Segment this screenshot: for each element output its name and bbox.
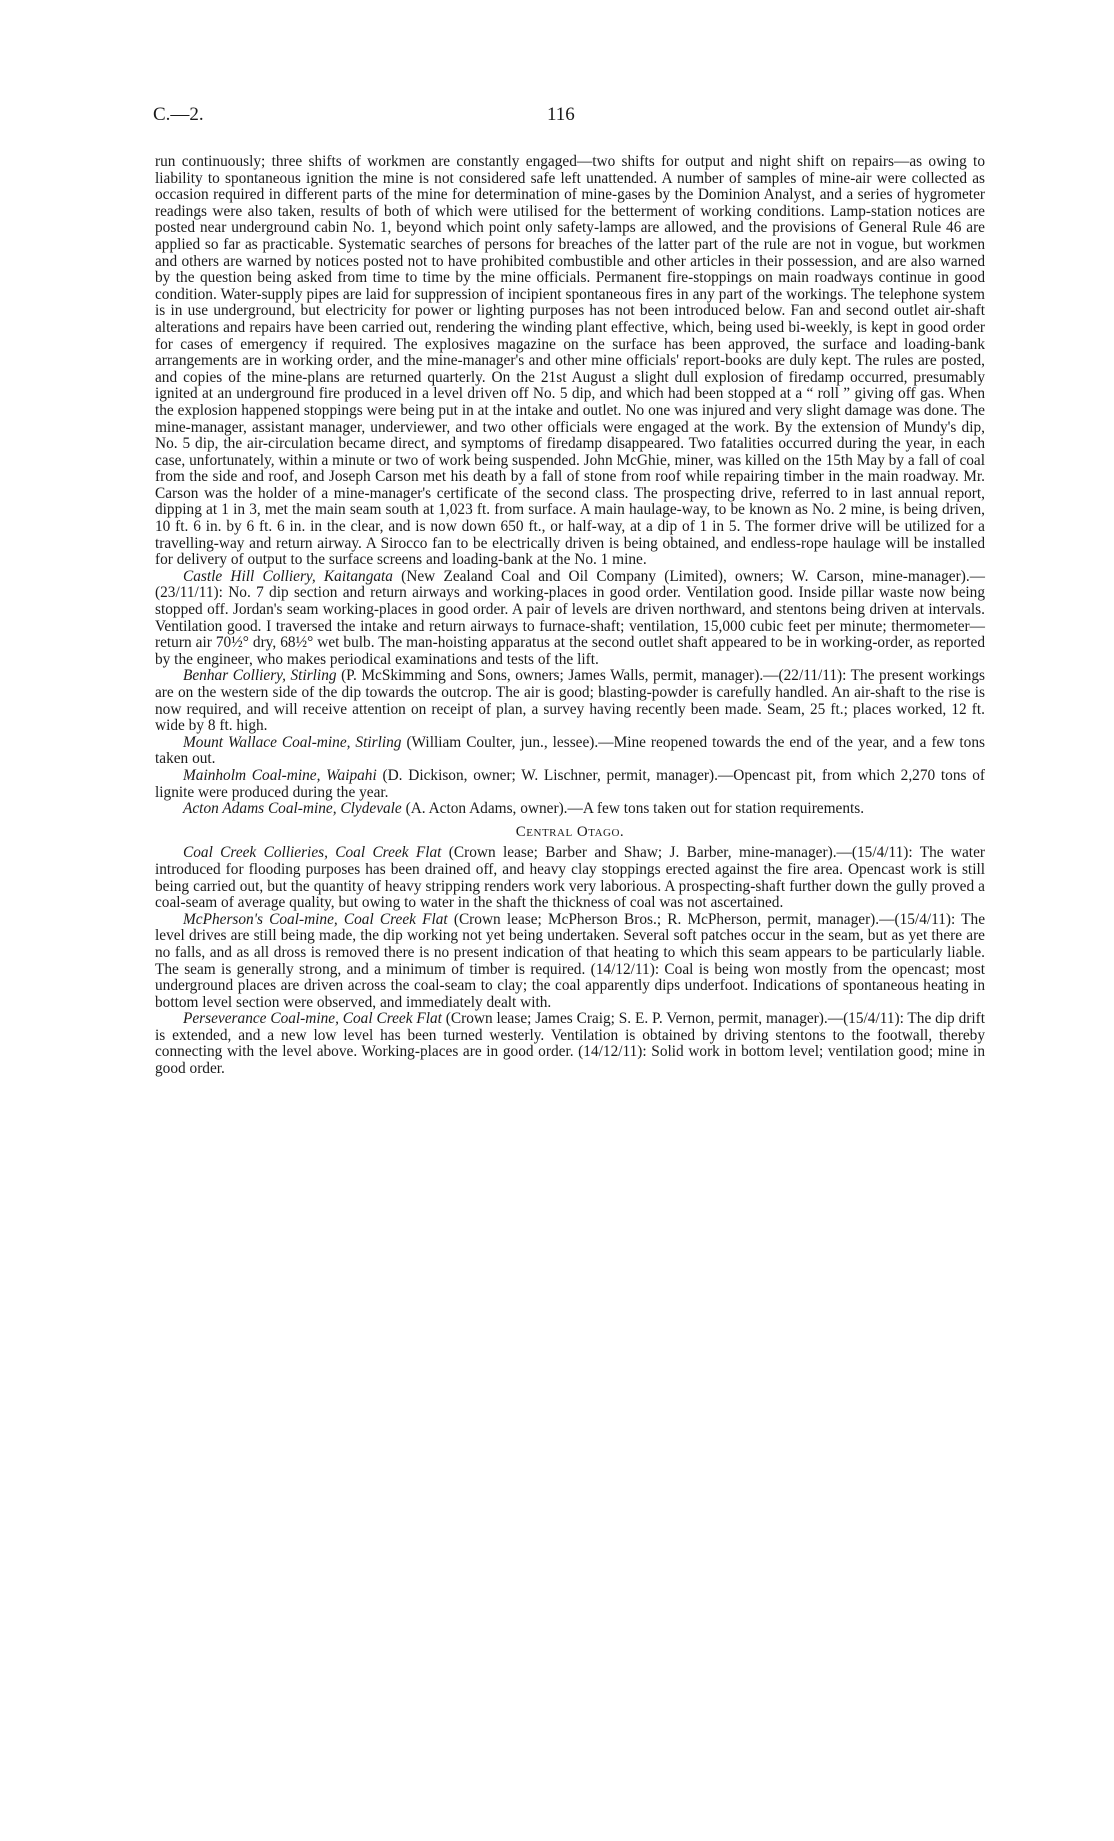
paragraph-castle-hill [155, 569, 985, 669]
document-page [155, 104, 985, 1078]
document-reference: C.—2. [153, 104, 204, 125]
paragraph-mcpherson [155, 912, 985, 1012]
paragraph-mount-wallace [155, 735, 985, 768]
colliery-title: Perseverance Coal-mine, Coal Creek Flat [183, 1010, 442, 1028]
paragraph-perseverance [155, 1011, 985, 1077]
paragraph-coal-creek [155, 845, 985, 911]
paragraph-text: run continuously; three shifts of workmen are constantly engaged—two shifts for output and night shift on repairs—as owing to liability to spontaneous ignition the mine is not considered safe left unattended. A number of samples of mine-air were collected as occasion required in different parts of the mine for determination of mine-gases by the Dominion Analyst, and a series of hygrometer readings were also taken, results of both of which were utilised for the betterment of working conditions. Lamp-station notices are posted near underground cabin No. 1, beyond which point only safety-lamps are allowed, and the provisions of General Rule 46 are applied so far as practicable. Systematic searches of persons for breaches of the latter part of the rule are not in vogue, but workmen and others are warned by notices posted not to have prohibited combustible and other articles in their possession, and are also warned by the question being asked from time to time by the mine officials. Permanent fire-stoppings on main roadways continue in good condition. Water-supply pipes are laid for suppression of incipient spontaneous fires in any part of the workings. The telephone system is in use underground, but electricity for power or lighting purposes has not been introduced below. Fan and second outlet air-shaft alterations and repairs have been carried out, rendering the winding plant effective, which, being used bi-weekly, is kept in good order for cases of emergency if required. The explosives magazine on the surface has been approved, the surface and loading-bank arrangements are in working order, and the mine-manager's and other mine officials' report-books are duly kept. The rules are posted, and copies of the mine-plans are returned quarterly. On the 21st August a slight dull explosion of firedamp occurred, presumably ignited at an underground fire produced in a level driven off No. 5 dip, and which had been stopped at a “ roll ” giving off gas. When the explosion happened stoppings were being put in at the intake and outlet. No one was injured and very slight damage was done. The mine-manager, assistant manager, underviewer, and two other officials were engaged at the work. By the extension of Mundy's dip, No. 5 dip, the air-circulation became direct, and symptoms of firedamp disappeared. Two fatalities occurred during the year, in each case, unfortunately, within a minute or two of work being suspended. John McGhie, miner, was killed on the 15th May by a fall of coal from the side and roof, and Joseph Carson met his death by a fall of stone from roof while repairing timber in the main roadway. Mr. Carson was the holder of a mine-manager's certificate of the second class. The prospecting drive, referred to in last annual report, dipping at 1 in 3, met the main seam south at 1,023 ft. from surface. A main haulage-way, to be known as No. 2 mine, is being driven, 10 ft. 6 in. by 6 ft. 6 in. in the clear, and is now down 650 ft., or half-way, at a dip of 1 in 5. The former drive will be utilized for a travelling-way and return airway. A Sirocco fan to be electrically driven is being obtained, and endless-rope haulage will be installed for delivery of output to the surface screens and loading-bank at the No. 1 mine. [155, 153, 985, 569]
colliery-title: Coal Creek Collieries, Coal Creek Flat [183, 844, 442, 862]
paragraph-benhar [155, 668, 985, 734]
paragraph-text: (Crown lease; James Craig; S. E. P. Vernon, permit, manager).—(15/4/11): The dip drift is extended, and a new low level has been turned westerly. Ventilation is obtained by driving stentons to the footwall, thereby connecting with the level above. Working-places are in good order. (14/12/11): Solid work in bottom level; ventilation good; mine in good order. [155, 1010, 985, 1078]
paragraph-text: (William Coulter, jun., lessee).—Mine reopened towards the end of the year, and a few tons taken out. [155, 733, 985, 768]
paragraph-text: (P. McSkimming and Sons, owners; James Walls, permit, manager).—(22/11/11): The present workings are on the western side of the dip towards the outcrop. The air is good; blasting-powder is carefully handled. An air-shaft to the rise is now required, and will receive attention on receipt of plan, a survey having recently been made. Seam, 25 ft.; places worked, 12 ft. wide by 8 ft. high. [155, 667, 985, 735]
colliery-title: Mount Wallace Coal-mine, Stirling [183, 733, 402, 751]
colliery-title: Acton Adams Coal-mine, Clydevale [183, 800, 402, 818]
paragraph-text: (A. Acton Adams, owner).—A few tons taken out for station requirements. [401, 800, 865, 818]
page-number: 116 [547, 104, 575, 125]
paragraph-text: (Crown lease; McPherson Bros.; R. McPherson, permit, manager).—(15/4/11): The level drives are still being made, the dip working not yet being undertaken. Several soft patches occur in the seam, but as yet there are no falls, and as all dross is removed there is no present indication of that heating to which this seam appears to be particularly liable. The seam is generally strong, and a minimum of timber is required. (14/12/11): Coal is being won mostly from the opencast; most underground places are driven across the coal-seam to clay; the coal apparently dips underfoot. Indications of spontaneous heating in bottom level section were observed, and immediately dealt with. [155, 910, 986, 1011]
paragraph-acton-adams [155, 801, 985, 818]
colliery-title: Mainholm Coal-mine, Waipahi [183, 766, 377, 784]
paragraph-text: (D. Dickison, owner; W. Lischner, permit, manager).—Opencast pit, from which 2,270 tons of lignite were produced during the year. [155, 766, 985, 801]
paragraph-mainholm [155, 768, 985, 801]
colliery-title: Castle Hill Colliery, Kaitangata [183, 567, 393, 585]
body-text [155, 154, 985, 1078]
colliery-title: Benhar Colliery, Stirling [183, 667, 337, 685]
paragraph-continuation [155, 154, 985, 569]
page-header [155, 104, 985, 132]
colliery-title: McPherson's Coal-mine, Coal Creek Flat [183, 910, 448, 928]
paragraph-text: (New Zealand Coal and Oil Company (Limited), owners; W. Carson, mine-manager).—(23/11/11): No. 7 dip section and return airways and working-places in good order. Ventilation good. Inside pillar waste now being stopped off. Jordan's seam working-places in good order. A pair of levels are driven northward, and stentons being driven at intervals. Ventilation good. I traversed the intake and return airways to furnace-shaft; ventilation, 15,000 cubic feet per minute; thermometer—return air 70½° dry, 68½° wet bulb. The man-hoisting apparatus at the second outlet shaft appeared to be in working-order, as reported by the engineer, who makes periodical examinations and tests of the lift. [155, 567, 986, 668]
paragraph-text: (Crown lease; Barber and Shaw; J. Barber, mine-manager).—(15/4/11): The water introduced for flooding purposes has been drained off, and heavy clay stoppings erected against the fire area. Opencast work is still being carried out, but the quantity of heavy stripping renders work very laborious. A prospecting-shaft further down the gully proved a coal-seam of average quality, but owing to water in the shaft the thickness of coal was not ascertained. [155, 844, 985, 912]
section-heading: Central Otago. [515, 823, 625, 840]
